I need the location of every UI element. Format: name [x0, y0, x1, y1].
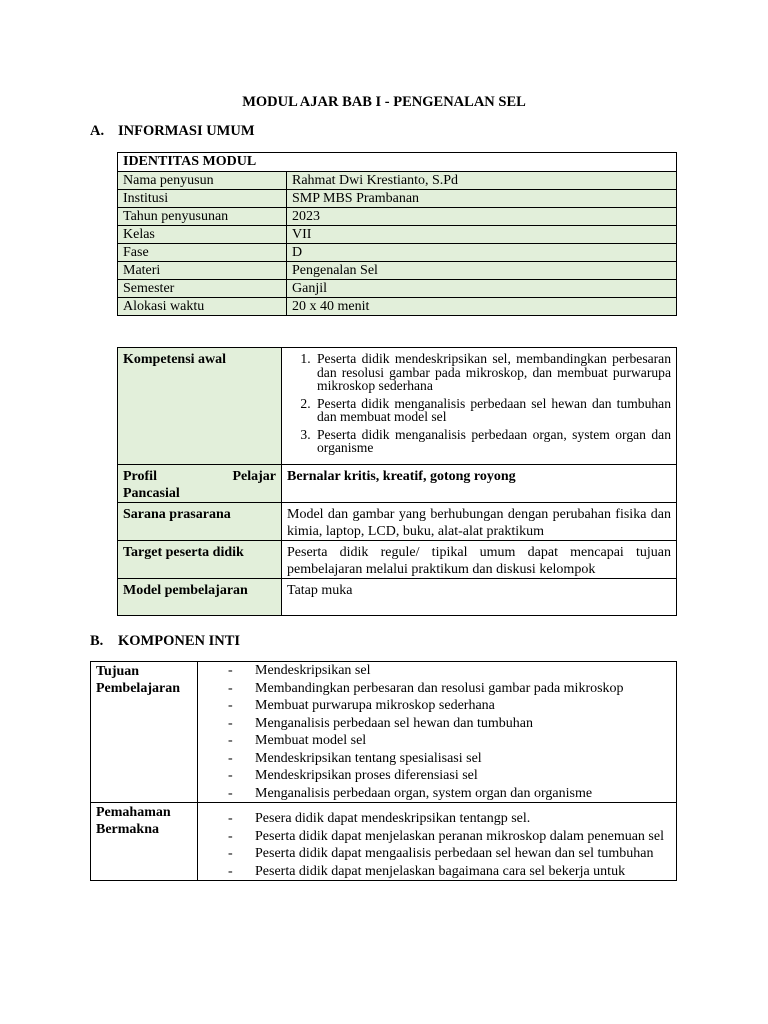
identitas-header-row: [118, 153, 677, 172]
komponen-inti-table: [90, 661, 677, 881]
row-value: SMP MBS Prambanan: [287, 190, 677, 208]
list-item: - Mendeskripsikan tentang spesialisasi sel: [228, 750, 671, 768]
list-item: - Peserta didik dapat menjelaskan bagaimana cara sel bekerja untuk: [228, 863, 671, 881]
profil-label-word: Pelajar: [232, 469, 276, 484]
tujuan-row: [91, 662, 677, 803]
pemahaman-value: [198, 803, 677, 881]
row-value: Ganjil: [287, 280, 677, 298]
table-row: [118, 298, 677, 316]
section-a-label: INFORMASI UMUM: [118, 123, 255, 139]
kompetensi-table: [117, 347, 677, 616]
profil-value: Bernalar kritis, kreatif, gotong royong: [282, 465, 677, 503]
identitas-modul-table: [117, 152, 677, 316]
profil-label-word: Pancasial: [123, 486, 180, 501]
list-item: - Peserta didik dapat mengaalisis perbedaan sel hewan dan sel tumbuhan: [228, 845, 671, 863]
tujuan-value: [198, 662, 677, 803]
list-item: - Mendeskripsikan proses diferensiasi sel: [228, 767, 671, 785]
document-title: MODUL AJAR BAB I - PENGENALAN SEL: [242, 94, 526, 110]
identitas-header: IDENTITAS MODUL: [118, 153, 677, 172]
list-item: - Peserta didik dapat menjelaskan peranan mikroskop dalam penemuan sel: [228, 828, 671, 846]
row-label: Nama penyusun: [118, 172, 287, 190]
pemahaman-list: [203, 810, 671, 880]
row-value: VII: [287, 226, 677, 244]
table-row: [118, 280, 677, 298]
row-value: 2023: [287, 208, 677, 226]
target-row: [118, 541, 677, 579]
profil-label-word: Profil: [123, 469, 157, 484]
tujuan-list: [203, 662, 671, 802]
sarana-row: [118, 503, 677, 541]
list-item: - Menganalisis perbedaan sel hewan dan tumbuhan: [228, 715, 671, 733]
row-value: Rahmat Dwi Krestianto, S.Pd: [287, 172, 677, 190]
profil-row: [118, 465, 677, 503]
pemahaman-label-line: Bermakna: [96, 822, 159, 837]
target-label: Target peserta didik: [118, 541, 282, 579]
list-item: - Mendeskripsikan sel: [228, 662, 671, 680]
row-label: Institusi: [118, 190, 287, 208]
pemahaman-row: [91, 803, 677, 881]
profil-label: [118, 465, 282, 503]
section-a-heading: [90, 123, 255, 140]
row-label: Kelas: [118, 226, 287, 244]
table-row: [118, 226, 677, 244]
kompetensi-row: [118, 348, 677, 465]
tujuan-label-line: Tujuan: [96, 664, 140, 679]
list-item: 2. Peserta didik menganalisis perbedaan sel hewan dan tumbuhan dan membuat model sel: [314, 397, 671, 424]
table-row: [118, 208, 677, 226]
list-item: 1. Peserta didik mendeskripsikan sel, membandingkan perbesaran dan resolusi gambar pada mikroskop, dan membuat purwarupa mikroskop sederhana: [314, 352, 671, 393]
list-item: - Menganalisis perbedaan organ, system organ dan organisme: [228, 785, 671, 803]
row-label: Alokasi waktu: [118, 298, 287, 316]
row-label: Materi: [118, 262, 287, 280]
section-a-letter: A.: [90, 123, 105, 139]
section-b-label: KOMPONEN INTI: [118, 633, 241, 649]
row-value: D: [287, 244, 677, 262]
tujuan-label: [91, 662, 198, 803]
model-row: [118, 579, 677, 616]
list-item: 3. Peserta didik menganalisis perbedaan organ, system organ dan organisme: [314, 428, 671, 455]
table-row: [118, 244, 677, 262]
pemahaman-label: [91, 803, 198, 881]
table-row: [118, 262, 677, 280]
tujuan-label-line: Pembelajaran: [96, 681, 180, 696]
list-item: - Membandingkan perbesaran dan resolusi gambar pada mikroskop: [228, 680, 671, 698]
row-label: Semester: [118, 280, 287, 298]
row-label: Fase: [118, 244, 287, 262]
table-row: [118, 172, 677, 190]
section-b-letter: B.: [90, 633, 104, 649]
row-value: Pengenalan Sel: [287, 262, 677, 280]
target-value: Peserta didik regule/ tipikal umum dapat mencapai tujuan pembelajaran melalui praktikum dan diskusi kelompok: [282, 541, 677, 579]
kompetensi-label: Kompetensi awal: [118, 348, 282, 465]
section-b-heading: [90, 633, 240, 650]
kompetensi-list: [287, 352, 671, 455]
list-item: - Membuat purwarupa mikroskop sederhana: [228, 697, 671, 715]
sarana-value: Model dan gambar yang berhubungan dengan perubahan fisika dan kimia, laptop, LCD, buku, alat-alat praktikum: [282, 503, 677, 541]
row-label: Tahun penyusunan: [118, 208, 287, 226]
row-value: 20 x 40 menit: [287, 298, 677, 316]
table-row: [118, 190, 677, 208]
pemahaman-label-line: Pemahaman: [96, 805, 171, 820]
model-label: Model pembelajaran: [118, 579, 282, 616]
list-item: - Membuat model sel: [228, 732, 671, 750]
list-item: - Pesera didik dapat mendeskripsikan tentangp sel.: [228, 810, 671, 828]
model-value: Tatap muka: [282, 579, 677, 616]
kompetensi-value: [282, 348, 677, 465]
sarana-label: Sarana prasarana: [118, 503, 282, 541]
